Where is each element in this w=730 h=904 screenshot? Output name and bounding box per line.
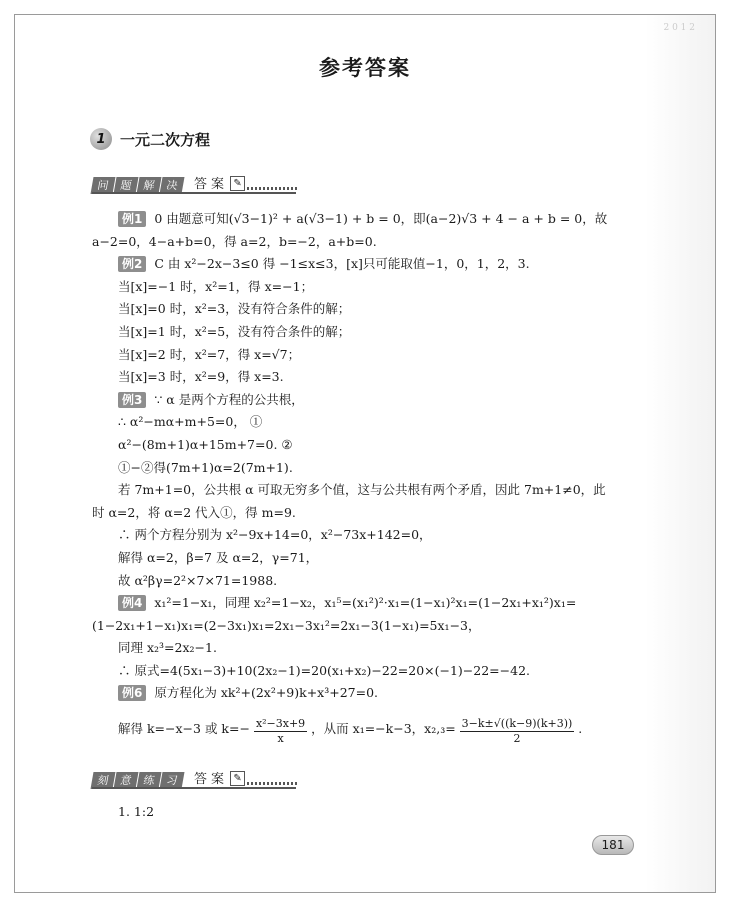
answer-line-text: x₁²=1−x₁，同理 x₂²=1−x₂，x₁⁵=(x₁²)²·x₁=(1−x₁)²x₁=(1−2x₁+x₁²)x₁= <box>154 595 577 611</box>
dotted-rule <box>247 187 299 190</box>
answer-line-text: 同理 x₂³=2x₂−1. <box>118 640 217 656</box>
bar-tag: 刻 <box>91 772 116 789</box>
fraction-1-numerator: x²−3x+9 <box>255 717 306 731</box>
page-title: 参考答案 <box>319 56 411 80</box>
answer-line <box>92 321 660 344</box>
example-badge: 例4 <box>118 595 146 611</box>
answer-line <box>92 682 660 705</box>
answer-line <box>92 615 660 638</box>
section-title: 一元二次方程 <box>120 130 211 149</box>
answer-line <box>92 457 660 480</box>
answer-line-text: C 由 x²−2x−3≤0 得 −1≤x≤3，[x]只可能取值−1，0，1，2，3. <box>154 256 530 272</box>
dotted-rule <box>247 782 299 785</box>
answer-line <box>92 592 660 615</box>
answer-content <box>92 208 660 746</box>
answer-line-text: α²−(8m+1)α+15m+7=0. ② <box>118 436 293 452</box>
answer-line <box>92 502 660 525</box>
page-number: 181 <box>592 835 634 855</box>
answer-line-text: 若 7m+1=0，公共根 α 可取无穷多个值，这与公共根有两个矛盾，因此 7m+1≠0，此 <box>118 482 606 498</box>
bar-tag: 问 <box>91 177 116 194</box>
bar-underline <box>92 787 296 789</box>
answer-line-text: 时 α=2，将 α=2 代入①，得 m=9. <box>92 504 296 520</box>
answer-line-text: ∴ 两个方程分别为 x²−9x+14=0，x²−73x+142=0， <box>118 527 432 543</box>
answer-line-text: ∵ α 是两个方程的公共根， <box>154 391 304 407</box>
bar-tag: 题 <box>114 177 139 194</box>
practice-answer-1: 1. 1:2 <box>118 804 155 819</box>
faint-header-text: 2 0 1 2 <box>663 23 695 33</box>
answer-line-text: 当[x]=−1 时，x²=1，得 x=−1； <box>118 278 314 294</box>
fraction-1 <box>254 713 307 746</box>
answer-line-text: 当[x]=3 时，x²=9，得 x=3. <box>118 369 284 385</box>
answer-line <box>92 298 660 321</box>
answer-line <box>92 366 660 389</box>
answer-line <box>92 253 660 276</box>
answer-line-text: a−2=0，4−a+b=0，得 a=2，b=−2，a+b=0. <box>92 233 377 249</box>
answer-line <box>92 389 660 412</box>
bar-label: 答案 <box>194 772 229 787</box>
answer-line <box>92 524 660 547</box>
answer-line-text: ∴ α²−mα+m+5=0， ① <box>118 414 263 430</box>
answer-line <box>92 344 660 367</box>
fraction-1-denominator: x <box>277 732 284 746</box>
answer-lines <box>92 208 660 705</box>
example-badge: 例1 <box>118 211 146 227</box>
section-heading <box>90 128 210 150</box>
fraction-2-denominator: 2 <box>513 732 521 746</box>
answer-line-text: ∴ 原式=4(5x₁−3)+10(2x₂−1)=20(x₁+x₂)−22=20×(−1)−22=−42. <box>118 662 531 678</box>
fraction-2-numerator: 3−k±√((k−9)(k+3)) <box>461 717 573 731</box>
answer-line <box>92 660 660 683</box>
answer-line-text: ①−②得(7m+1)α=2(7m+1). <box>118 459 293 475</box>
answer-line <box>92 231 660 254</box>
bar-label: 答案 <box>194 177 229 192</box>
answer-line <box>92 434 660 457</box>
answer-line <box>92 570 660 593</box>
answer-line <box>92 547 660 570</box>
bar-tag: 习 <box>160 772 185 789</box>
answer-line-text: 0 由题意可知(√3−1)² + a(√3−1) + b = 0，即(a−2)√3 + 4 − a + b = 0，故 <box>154 211 608 226</box>
example-badge: 例6 <box>118 685 146 701</box>
answer-line-text: 当[x]=1 时，x²=5，没有符合条件的解； <box>118 323 351 339</box>
bar-tag: 决 <box>160 177 185 194</box>
example6-solution-line <box>92 713 660 746</box>
example-badge: 例2 <box>118 256 146 272</box>
problem-solving-answer-bar <box>92 170 299 194</box>
section-number-badge: 1 <box>90 128 112 150</box>
answer-line <box>92 208 660 231</box>
example-badge: 例3 <box>118 392 146 408</box>
answer-line <box>92 637 660 660</box>
pen-icon: ✎ <box>230 771 245 786</box>
solution-suffix: . <box>578 721 583 737</box>
answer-line-text: 当[x]=0 时，x²=3，没有符合条件的解； <box>118 301 351 317</box>
deliberate-practice-answer-bar <box>92 765 299 789</box>
solution-prefix: 解得 k=−x−3 或 k=− <box>118 721 250 737</box>
answer-line <box>92 479 660 502</box>
bar-tag: 意 <box>114 772 139 789</box>
answer-line-text: (1−2x₁+1−x₁)x₁=(2−3x₁)x₁=2x₁−3x₁²=2x₁−3(1−x₁)=5x₁−3， <box>92 617 481 633</box>
answer-line-text: 解得 α=2，β=7 及 α=2，γ=71， <box>118 549 319 565</box>
solution-middle: ，从而 x₁=−k−3，x₂,₃= <box>311 721 456 737</box>
answer-line <box>92 411 660 434</box>
answer-line-text: 原方程化为 xk²+(2x²+9)k+x³+27=0. <box>154 685 379 701</box>
bar-tag: 练 <box>137 772 162 789</box>
bar-tag: 解 <box>137 177 162 194</box>
answer-line-text: 当[x]=2 时，x²=7，得 x=√7； <box>118 346 301 362</box>
bar-underline <box>92 192 296 194</box>
answer-line <box>92 276 660 299</box>
fraction-2 <box>460 713 575 746</box>
answer-line-text: 故 α²βγ=2²×7×71=1988. <box>118 572 278 588</box>
pen-icon: ✎ <box>230 176 245 191</box>
